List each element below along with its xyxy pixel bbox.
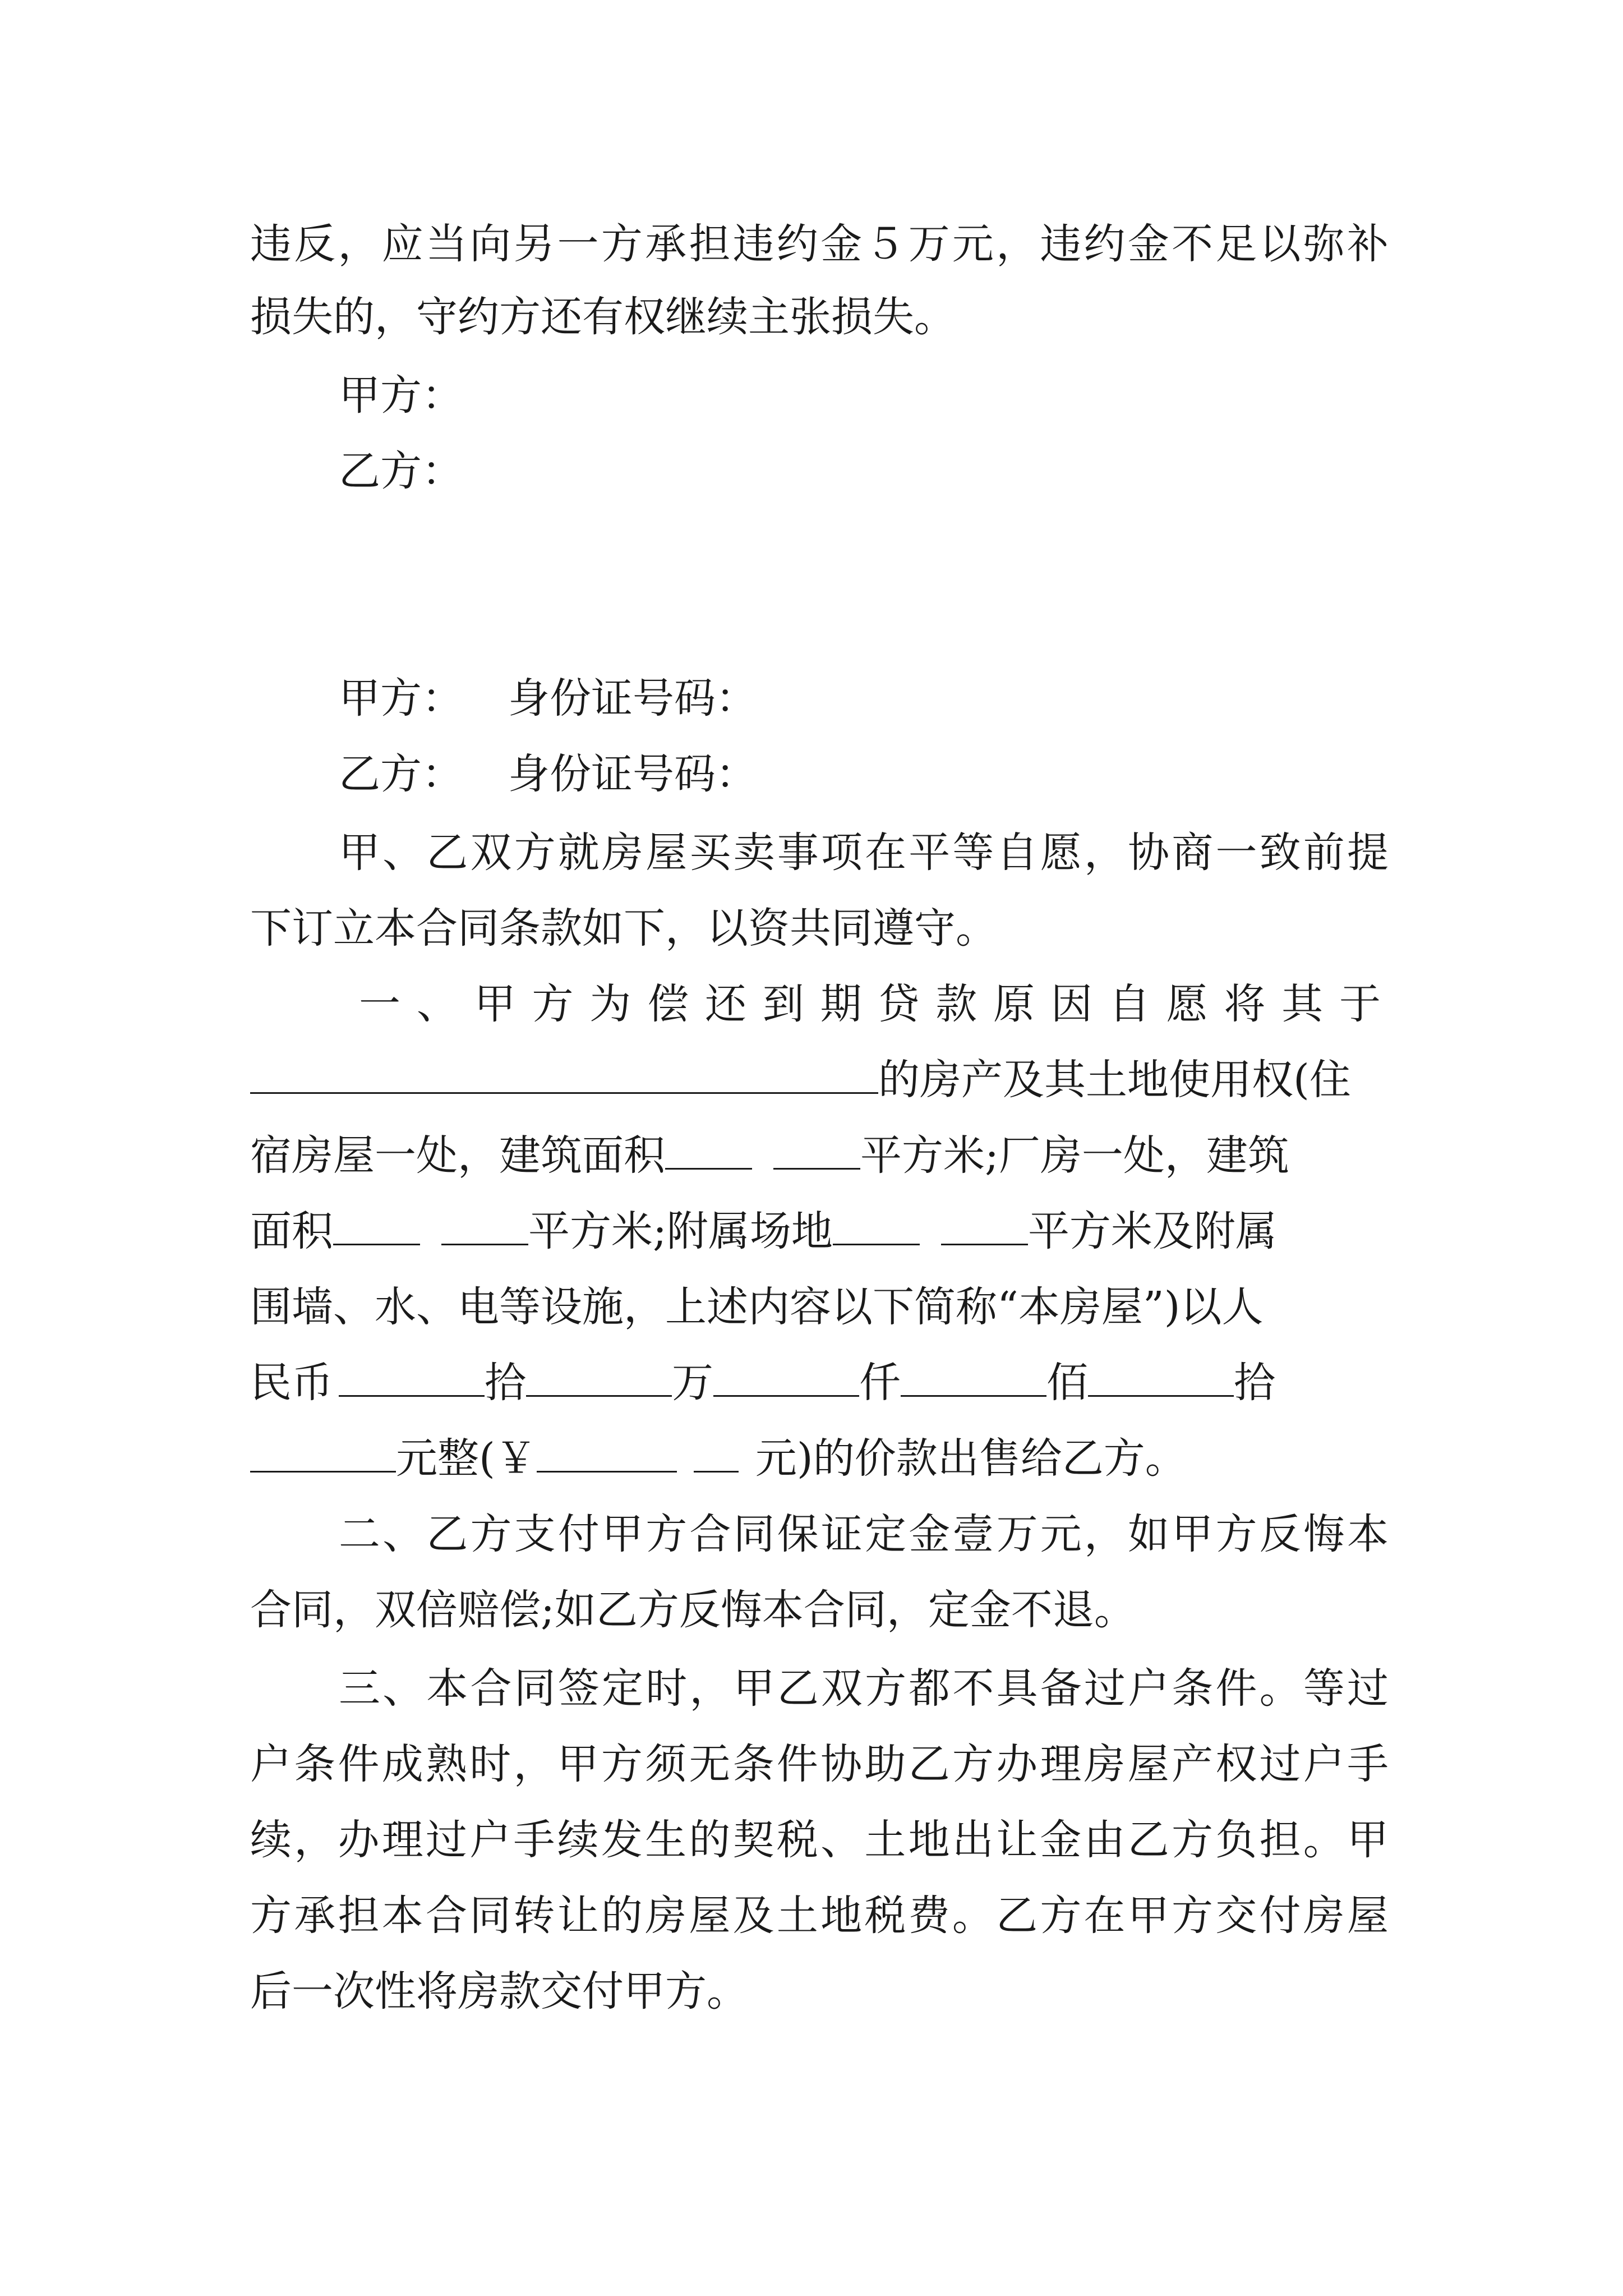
price-blank-6[interactable] bbox=[250, 1426, 396, 1473]
price-blank-4[interactable] bbox=[901, 1350, 1046, 1397]
continuation-text-1: 违反，应当向另一方承担违约金５万元，违约金不足以弥补 bbox=[250, 220, 1389, 268]
clause1-line-1 bbox=[359, 968, 1389, 1041]
clause1-text-2: 的房产及其土地使用权(住 bbox=[878, 1056, 1351, 1104]
price-blank-2[interactable] bbox=[526, 1350, 672, 1397]
preamble-text-1: 甲、乙双方就房屋买卖事项在平等自愿，协商一致前提 bbox=[339, 829, 1389, 877]
party-b-id-label: 身份证号码： bbox=[508, 750, 757, 798]
clause1-text-6e: 佰 bbox=[1046, 1359, 1088, 1407]
clause1-text-6b: 拾 bbox=[485, 1359, 526, 1407]
clause3-text-5: 后一次性将房款交付甲方。 bbox=[250, 1967, 748, 2016]
clause2-line-1 bbox=[339, 1498, 1389, 1571]
clause1-line-7 bbox=[250, 1422, 1389, 1495]
continuation-line-1 bbox=[250, 208, 1389, 280]
clause2-text-1: 二、乙方支付甲方合同保证定金壹万元，如甲方反悔本 bbox=[339, 1510, 1389, 1558]
clause1-line-4 bbox=[250, 1195, 1389, 1268]
party-a-label: 甲方： bbox=[339, 674, 463, 723]
signature-party-b bbox=[339, 435, 1389, 508]
clause2-text-2: 合同，双倍赔偿;如乙方反悔本合同，定金不退。 bbox=[250, 1586, 1136, 1634]
clause1-text-7a: 元整(￥ bbox=[396, 1434, 537, 1483]
clause3-text-1: 三、本合同签定时，甲乙双方都不具备过户条件。等过 bbox=[339, 1664, 1389, 1713]
amount-blank-1[interactable] bbox=[537, 1426, 677, 1473]
price-blank-1[interactable] bbox=[339, 1350, 485, 1397]
continuation-line-2 bbox=[250, 280, 1389, 353]
signature-party-b-label: 乙方： bbox=[339, 447, 463, 495]
signature-date bbox=[339, 510, 1389, 583]
clause1-text-4b: 平方米;附属场地 bbox=[528, 1207, 833, 1255]
clause3-text-2: 户条件成熟时，甲方须无条件协助乙方办理房屋产权过户手 bbox=[250, 1740, 1389, 1788]
continuation-text-2: 损失的，守约方还有权继续主张损失。 bbox=[250, 293, 956, 341]
party-b-row bbox=[339, 738, 1389, 811]
clause1-line-5 bbox=[250, 1271, 1389, 1343]
party-a-row bbox=[339, 662, 1389, 735]
clause3-line-1 bbox=[339, 1652, 1389, 1725]
clause1-text-6a: 民币 bbox=[250, 1359, 333, 1407]
clause1-line-3 bbox=[250, 1119, 1389, 1192]
address-blank[interactable] bbox=[250, 1047, 878, 1094]
preamble-text-2: 下订立本合同条款如下，以资共同遵守。 bbox=[250, 904, 997, 953]
clause1-text-4c: 平方米及附属 bbox=[1027, 1207, 1277, 1255]
clause3-line-3 bbox=[250, 1803, 1389, 1876]
signature-party-a-label: 甲方： bbox=[339, 371, 463, 420]
clause2-line-2 bbox=[250, 1573, 1389, 1646]
amount-blank-2[interactable] bbox=[694, 1426, 739, 1473]
residence-area-blank-2[interactable] bbox=[773, 1123, 860, 1170]
clause1-text-4a: 面积 bbox=[250, 1207, 333, 1255]
clause1-text-6f: 拾 bbox=[1234, 1359, 1275, 1407]
clause1-line-2 bbox=[250, 1043, 1389, 1116]
clause3-text-4: 方承担本合同转让的房屋及土地税费。乙方在甲方交付房屋 bbox=[250, 1892, 1389, 1940]
clause1-text-6d: 仟 bbox=[859, 1359, 901, 1407]
party-a-id-label: 身份证号码： bbox=[508, 674, 757, 723]
factory-area-blank-2[interactable] bbox=[441, 1199, 528, 1245]
clause3-line-4 bbox=[250, 1879, 1389, 1952]
clause1-text-5: 围墙、水、电等设施，上述内容以下简称“本房屋”)以人 bbox=[250, 1283, 1264, 1331]
section-title bbox=[339, 586, 1389, 659]
preamble-line-2 bbox=[250, 892, 1389, 965]
residence-area-blank-1[interactable] bbox=[665, 1123, 752, 1170]
signature-party-a bbox=[339, 359, 1389, 432]
clause3-line-5 bbox=[250, 1955, 1389, 2028]
clause1-text-7b: 元)的价款出售给乙方。 bbox=[755, 1434, 1187, 1483]
clause3-line-2 bbox=[250, 1728, 1389, 1801]
clause3-text-3: 续，办理过户手续发生的契税、土地出让金由乙方负担。甲 bbox=[250, 1816, 1389, 1864]
factory-area-blank-1[interactable] bbox=[333, 1199, 420, 1245]
yard-area-blank-1[interactable] bbox=[833, 1199, 920, 1245]
preamble-line-1 bbox=[339, 816, 1389, 889]
party-b-label: 乙方： bbox=[339, 750, 463, 798]
clause1-text-6c: 万 bbox=[672, 1359, 713, 1407]
clause1-line-6 bbox=[250, 1346, 1389, 1419]
clause1-text-3b: 平方米;厂房一处，建筑 bbox=[860, 1131, 1289, 1180]
clause1-text-3a: 宿房屋一处，建筑面积 bbox=[250, 1131, 665, 1180]
clause1-text-1: 一、甲方为偿还到期贷款原因自愿将其于 bbox=[359, 980, 1389, 1028]
yard-area-blank-2[interactable] bbox=[941, 1199, 1028, 1245]
price-blank-3[interactable] bbox=[713, 1350, 859, 1397]
price-blank-5[interactable] bbox=[1088, 1350, 1234, 1397]
